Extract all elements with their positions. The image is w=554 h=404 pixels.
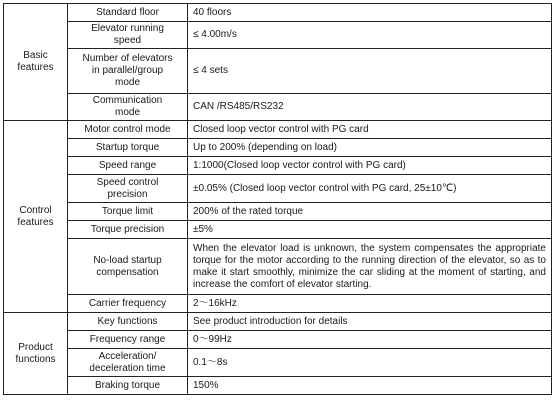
table-row: [4, 22, 552, 49]
spec-name: Torque precision: [68, 221, 188, 239]
table-row: [4, 377, 552, 395]
spec-table: [3, 3, 552, 395]
spec-value: ≤ 4 sets: [188, 49, 552, 94]
spec-value: When the elevator load is unknown, the system compensates the appropriate torque for the motor according to the running direction of the elevator, so as to make it start smoothly, minimize the car sliding at the moment of starting, and increase the comfort of elevator starting.: [188, 239, 552, 295]
spec-name: Communication mode: [68, 94, 188, 121]
spec-value: 150%: [188, 377, 552, 395]
spec-value: 40 floors: [188, 4, 552, 22]
spec-name: Acceleration/ deceleration time: [68, 349, 188, 377]
spec-value: ±0.05% (Closed loop vector control with PG card, 25±10℃): [188, 175, 552, 203]
spec-value: ±5%: [188, 221, 552, 239]
spec-name: Number of elevators in parallel/group mode: [68, 49, 188, 94]
spec-value: See product introduction for details: [188, 313, 552, 331]
spec-name: Braking torque: [68, 377, 188, 395]
spec-name: Key functions: [68, 313, 188, 331]
table-row: [4, 239, 552, 295]
group-label-basic: Basic features: [4, 4, 68, 121]
group-label-product: Product functions: [4, 313, 68, 395]
spec-value: 1:1000(Closed loop vector control with PG card): [188, 157, 552, 175]
spec-value: 0～99Hz: [188, 331, 552, 349]
table-row: [4, 313, 552, 331]
spec-value: Up to 200% (depending on load): [188, 139, 552, 157]
spec-name: Speed range: [68, 157, 188, 175]
spec-name: Standard floor: [68, 4, 188, 22]
spec-name: Torque limit: [68, 203, 188, 221]
spec-value: 2～16kHz: [188, 295, 552, 313]
spec-value: ≤ 4.00m/s: [188, 22, 552, 49]
spec-name: Carrier frequency: [68, 295, 188, 313]
table-row: [4, 349, 552, 377]
spec-name: Motor control mode: [68, 121, 188, 139]
table-row: [4, 94, 552, 121]
table-row: [4, 49, 552, 94]
spec-name: Frequency range: [68, 331, 188, 349]
table-row: [4, 139, 552, 157]
table-row: [4, 175, 552, 203]
group-label-control: Control features: [4, 121, 68, 313]
spec-name: Startup torque: [68, 139, 188, 157]
table-row: [4, 4, 552, 22]
table-row: [4, 331, 552, 349]
table-row: [4, 203, 552, 221]
table-row: [4, 295, 552, 313]
spec-value: Closed loop vector control with PG card: [188, 121, 552, 139]
spec-value: CAN /RS485/RS232: [188, 94, 552, 121]
table-row: [4, 121, 552, 139]
spec-name: No-load startup compensation: [68, 239, 188, 295]
spec-value: 200% of the rated torque: [188, 203, 552, 221]
table-row: [4, 157, 552, 175]
spec-name: Elevator running speed: [68, 22, 188, 49]
spec-name: Speed control precision: [68, 175, 188, 203]
spec-value: 0.1～8s: [188, 349, 552, 377]
table-row: [4, 221, 552, 239]
